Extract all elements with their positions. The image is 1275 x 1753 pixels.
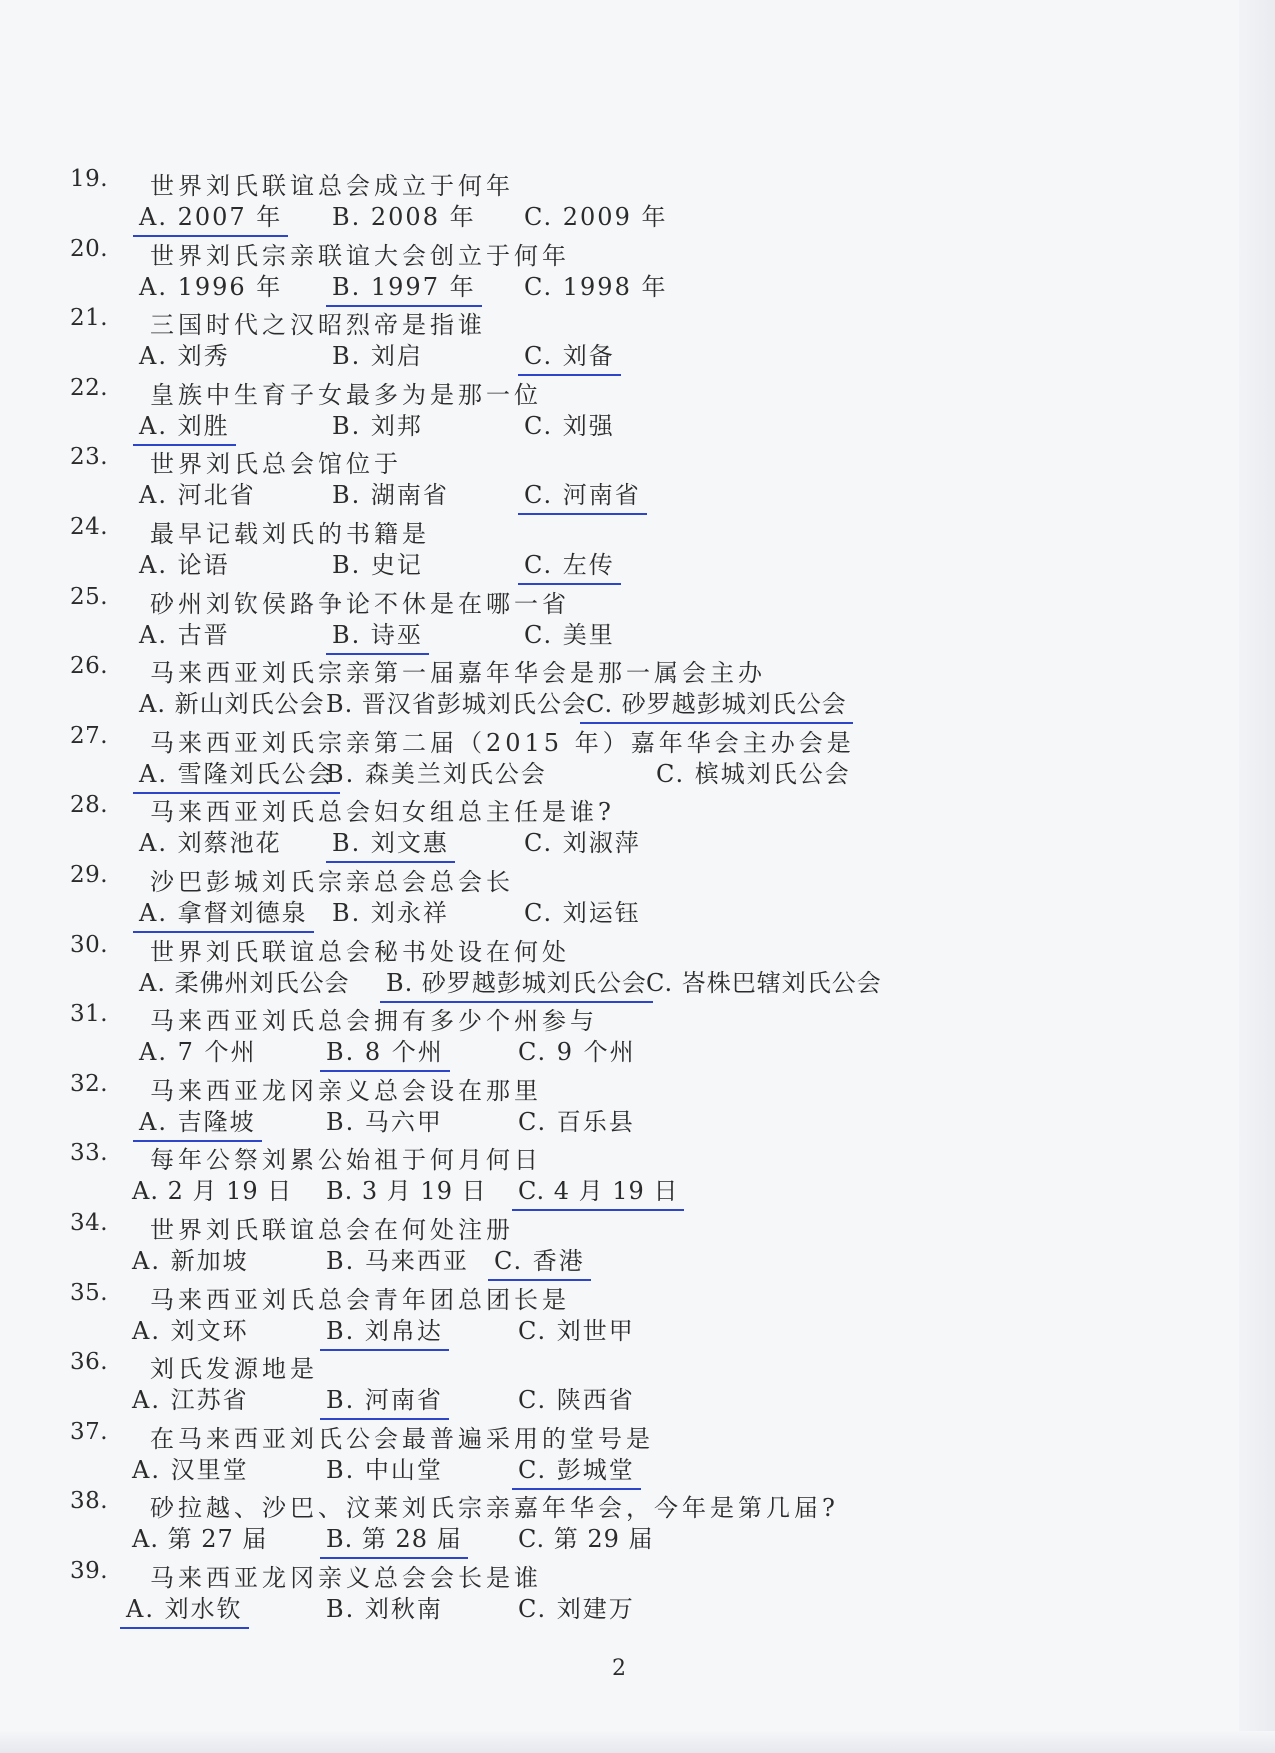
question-number: 34. xyxy=(70,1209,109,1236)
option-b: B. 2008 年 xyxy=(332,203,476,231)
page-edge-bottom xyxy=(0,1731,1275,1753)
question-number: 32. xyxy=(70,1070,109,1097)
option-a: A. 拿督刘德泉 xyxy=(133,893,314,933)
option-b: B. 3 月 19 日 xyxy=(326,1177,487,1206)
option-a: A. 刘秀 xyxy=(139,342,230,371)
question-23 xyxy=(70,438,1230,508)
question-30 xyxy=(70,926,1230,996)
option-c: C. 刘建万 xyxy=(518,1594,635,1623)
option-a: A. 汉里堂 xyxy=(132,1455,249,1484)
question-text: 世界刘氏联谊总会成立于何年 xyxy=(150,172,514,200)
option-b: B. 晋汉省彭城刘氏公会 xyxy=(326,690,587,719)
question-text: 世界刘氏宗亲联谊大会创立于何年 xyxy=(150,241,570,270)
option-c: C. 槟城刘氏公会 xyxy=(656,759,851,788)
option-a: A. 第 27 届 xyxy=(132,1525,268,1554)
option-b: B. 河南省 xyxy=(320,1380,449,1420)
question-28 xyxy=(70,786,1230,856)
option-c: C. 4 月 19 日 xyxy=(512,1171,684,1211)
option-a: A. 2 月 19 日 xyxy=(132,1177,293,1206)
question-text: 世界刘氏联谊总会秘书处设在何处 xyxy=(150,937,570,966)
page-number: 2 xyxy=(612,1656,626,1681)
question-number: 23. xyxy=(70,444,109,471)
question-34 xyxy=(70,1204,1230,1274)
question-26 xyxy=(70,647,1230,717)
option-a: A. 新山刘氏公会 xyxy=(139,690,325,719)
option-b: B. 8 个州 xyxy=(320,1032,450,1072)
question-number: 36. xyxy=(70,1349,109,1376)
question-number: 19. xyxy=(70,166,109,192)
option-b: B. 1997 年 xyxy=(326,267,482,307)
option-b: B. 马六甲 xyxy=(326,1107,443,1136)
question-22 xyxy=(70,369,1230,439)
option-a: A. 7 个州 xyxy=(139,1038,257,1067)
option-a: A. 河北省 xyxy=(139,481,256,510)
option-c: C. 彭城堂 xyxy=(512,1450,641,1490)
question-number: 24. xyxy=(70,513,109,540)
option-b: B. 森美兰刘氏公会 xyxy=(326,759,547,788)
question-text: 在马来西亚刘氏公会最普遍采用的堂号是 xyxy=(150,1424,654,1453)
option-a: A. 2007 年 xyxy=(133,197,288,237)
question-number: 30. xyxy=(70,931,109,958)
question-number: 35. xyxy=(70,1279,109,1306)
question-text: 马来西亚龙冈亲义总会会长是谁 xyxy=(150,1563,542,1592)
option-b: B. 第 28 届 xyxy=(320,1519,468,1559)
question-number: 29. xyxy=(70,861,109,888)
question-text: 马来西亚龙冈亲义总会设在那里 xyxy=(150,1076,542,1105)
option-b: B. 中山堂 xyxy=(326,1455,443,1484)
option-b: B. 砂罗越彭城刘氏公会 xyxy=(380,963,653,1003)
option-b: B. 湖南省 xyxy=(332,481,449,510)
question-number: 20. xyxy=(70,235,109,262)
question-32 xyxy=(70,1065,1230,1135)
question-number: 21. xyxy=(70,305,109,332)
question-38 xyxy=(70,1482,1230,1552)
question-39 xyxy=(70,1552,1230,1622)
question-text: 每年公祭刘累公始祖于何月何日 xyxy=(150,1146,542,1175)
question-31 xyxy=(70,995,1230,1065)
question-text: 三国时代之汉昭烈帝是指谁 xyxy=(150,311,486,340)
question-text: 刘氏发源地是 xyxy=(150,1355,318,1384)
question-number: 31. xyxy=(70,1001,109,1028)
question-number: 22. xyxy=(70,374,109,401)
option-c: C. 砂罗越彭城刘氏公会 xyxy=(580,684,853,724)
question-text: 马来西亚刘氏宗亲第二届（2015 年）嘉年华会主办会是 xyxy=(150,728,855,757)
question-29 xyxy=(70,856,1230,926)
question-number: 38. xyxy=(70,1488,109,1515)
question-36 xyxy=(70,1343,1230,1413)
option-c: C. 陕西省 xyxy=(518,1386,635,1415)
question-text: 最早记载刘氏的书籍是 xyxy=(150,519,430,548)
question-20 xyxy=(70,230,1230,300)
question-number: 25. xyxy=(70,583,109,610)
question-text: 马来西亚刘氏总会拥有多少个州参与 xyxy=(150,1007,598,1036)
option-b: B. 诗巫 xyxy=(326,615,429,655)
question-text: 马来西亚刘氏总会妇女组总主任是谁? xyxy=(150,798,615,827)
option-a: A. 1996 年 xyxy=(139,272,283,301)
option-b: B. 刘文惠 xyxy=(326,823,455,863)
question-21 xyxy=(70,299,1230,369)
option-b: B. 史记 xyxy=(332,550,423,579)
page-edge-right xyxy=(1239,0,1275,1753)
question-text: 世界刘氏联谊总会在何处注册 xyxy=(150,1215,514,1244)
question-text: 砂州刘钦侯路争论不休是在哪一省 xyxy=(150,589,570,618)
option-c: C. 1998 年 xyxy=(524,272,668,301)
question-list xyxy=(70,160,1230,1621)
option-a: A. 刘胜 xyxy=(133,406,236,446)
question-number: 37. xyxy=(70,1418,109,1445)
question-25 xyxy=(70,578,1230,648)
option-c: C. 刘世甲 xyxy=(518,1316,635,1345)
option-a: A. 柔佛州刘氏公会 xyxy=(139,968,350,997)
option-c: C. 第 29 届 xyxy=(518,1525,654,1554)
question-35 xyxy=(70,1274,1230,1344)
question-19 xyxy=(70,160,1230,230)
option-c: C. 左传 xyxy=(518,545,621,585)
option-b: B. 刘邦 xyxy=(332,411,423,440)
question-number: 28. xyxy=(70,792,109,819)
option-a: A. 江苏省 xyxy=(132,1386,249,1415)
option-c: C. 美里 xyxy=(524,620,615,649)
option-c: C. 刘淑萍 xyxy=(524,829,641,858)
question-number: 33. xyxy=(70,1140,109,1167)
question-number: 27. xyxy=(70,722,109,749)
option-c: C. 刘运钰 xyxy=(524,898,641,927)
option-c: C. 刘备 xyxy=(518,336,621,376)
question-37 xyxy=(70,1413,1230,1483)
option-c: C. 峇株巴辖刘氏公会 xyxy=(646,968,882,997)
option-a: A. 吉隆坡 xyxy=(133,1102,262,1142)
question-text: 世界刘氏总会馆位于 xyxy=(150,450,402,479)
option-b: B. 刘帛达 xyxy=(320,1311,449,1351)
option-c: C. 刘强 xyxy=(524,411,615,440)
option-a: A. 新加坡 xyxy=(132,1246,249,1275)
option-a: A. 论语 xyxy=(139,550,230,579)
question-text: 马来西亚刘氏宗亲第一届嘉年华会是那一属会主办 xyxy=(150,659,766,688)
option-a: A. 刘水钦 xyxy=(120,1589,249,1629)
option-a: A. 刘蔡池花 xyxy=(139,829,282,858)
question-33 xyxy=(70,1134,1230,1204)
option-b: B. 马来西亚 xyxy=(326,1246,469,1275)
question-text: 皇族中生育子女最多为是那一位 xyxy=(150,380,542,409)
option-c: C. 河南省 xyxy=(518,475,647,515)
option-c: C. 2009 年 xyxy=(524,203,668,231)
option-b: B. 刘秋南 xyxy=(326,1594,443,1623)
option-a: A. 雪隆刘氏公会 xyxy=(133,754,340,794)
option-b: B. 刘永祥 xyxy=(332,898,449,927)
question-text: 沙巴彭城刘氏宗亲总会总会长 xyxy=(150,867,514,896)
question-24 xyxy=(70,508,1230,578)
option-c: C. 香港 xyxy=(488,1241,591,1281)
option-a: A. 刘文环 xyxy=(132,1316,249,1345)
option-c: C. 百乐县 xyxy=(518,1107,635,1136)
question-27 xyxy=(70,717,1230,787)
option-c: C. 9 个州 xyxy=(518,1038,636,1067)
question-text: 马来西亚刘氏总会青年团总团长是 xyxy=(150,1285,570,1314)
question-number: 26. xyxy=(70,653,109,680)
option-a: A. 古晋 xyxy=(139,620,230,649)
option-b: B. 刘启 xyxy=(332,342,423,371)
question-text: 砂拉越、沙巴、汶莱刘氏宗亲嘉年华会，今年是第几届? xyxy=(150,1494,839,1523)
question-number: 39. xyxy=(70,1557,109,1584)
